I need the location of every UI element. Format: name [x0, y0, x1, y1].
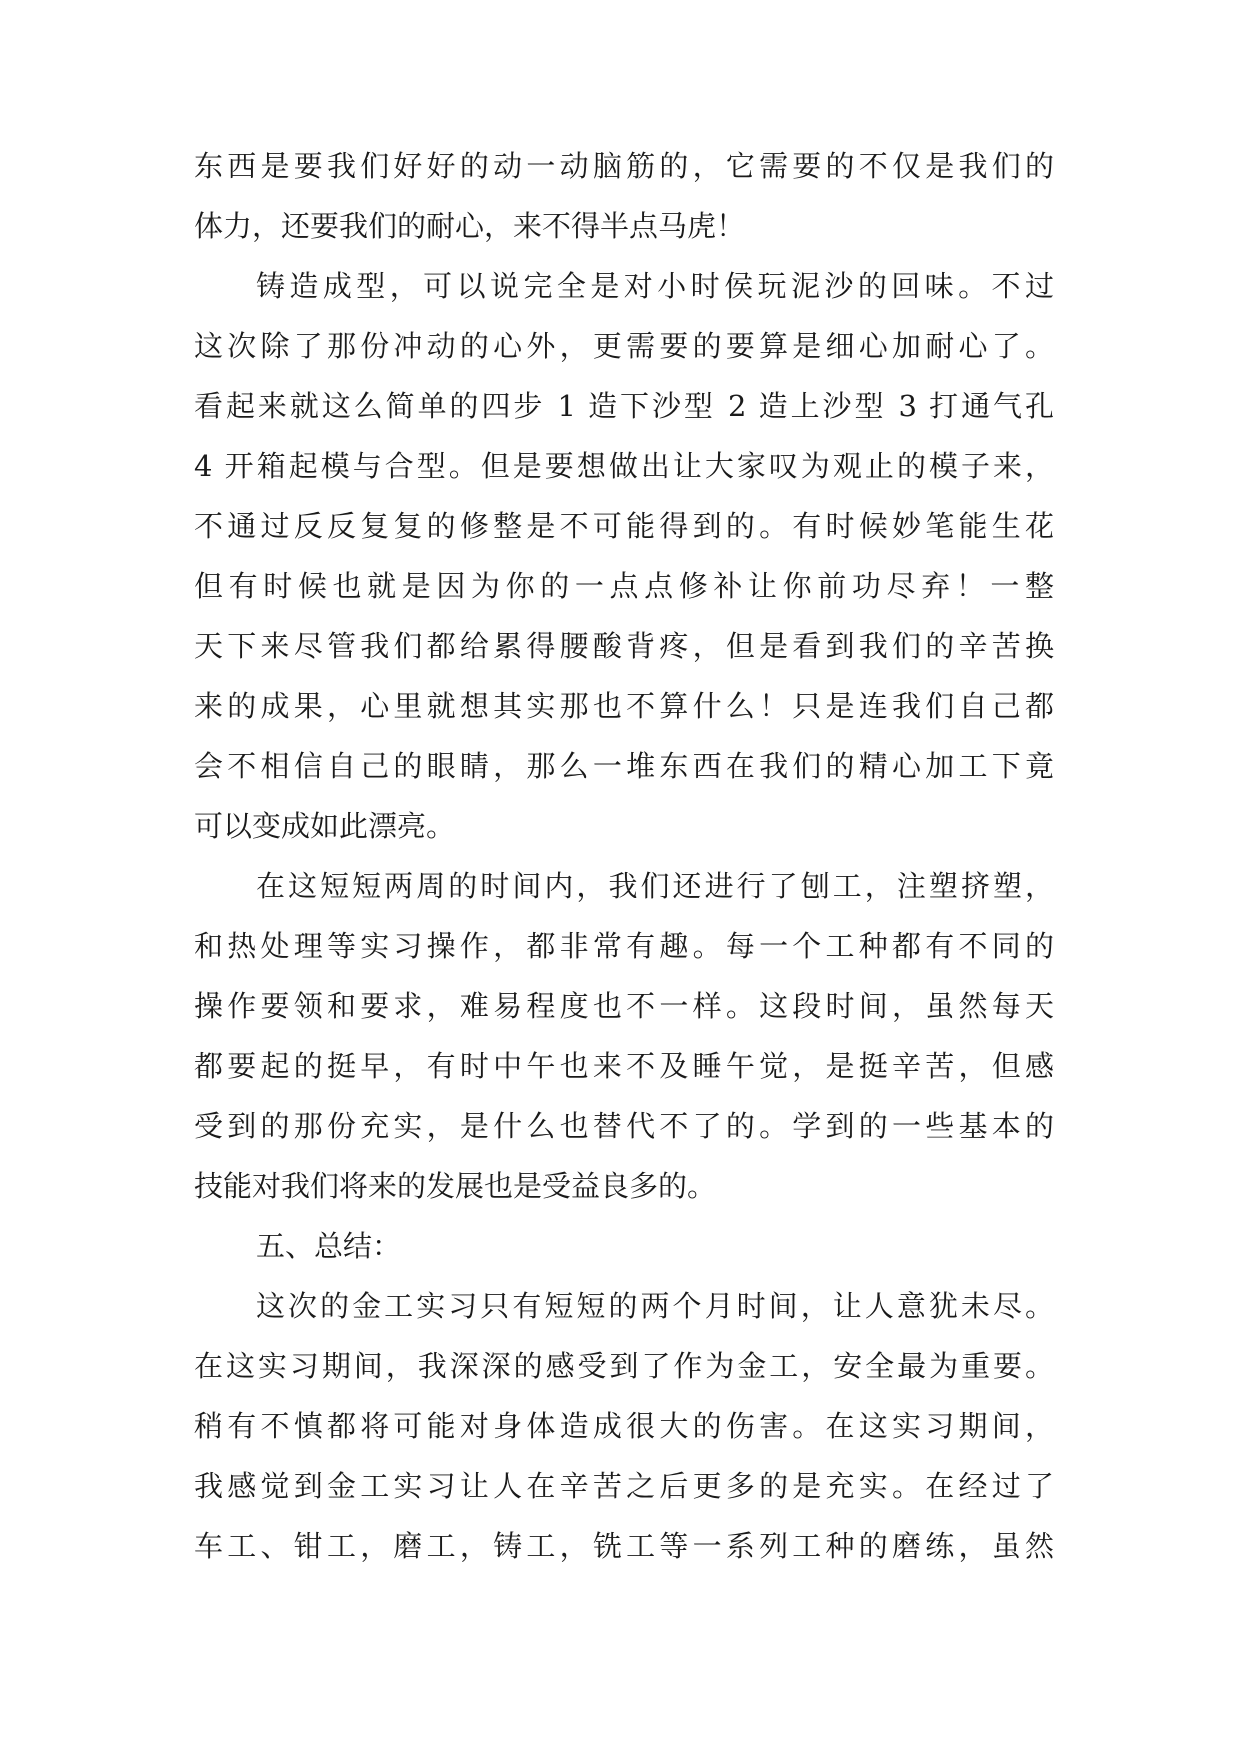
text-line: 我感觉到金工实习让人在辛苦之后更多的是充实。在经过了: [194, 1469, 1054, 1503]
text-line: 但有时候也就是因为你的一点点修补让你前功尽弃！一整: [194, 569, 1054, 603]
text-line: 在这实习期间，我深深的感受到了作为金工，安全最为重要。: [194, 1349, 1054, 1383]
text-line: 看起来就这么简单的四步 1 造下沙型 2 造上沙型 3 打通气孔: [194, 389, 1054, 423]
text-line: 不通过反反复复的修整是不可能得到的。有时候妙笔能生花: [194, 509, 1054, 543]
text-line: 在这短短两周的时间内，我们还进行了刨工，注塑挤塑，: [256, 869, 1054, 903]
text-line: 稍有不慎都将可能对身体造成很大的伤害。在这实习期间，: [194, 1409, 1054, 1443]
text-line: 和热处理等实习操作，都非常有趣。每一个工种都有不同的: [194, 929, 1054, 963]
text-line: 会不相信自己的眼睛，那么一堆东西在我们的精心加工下竟: [194, 749, 1054, 783]
text-line: 可以变成如此漂亮。: [194, 809, 456, 843]
text-line: 都要起的挺早，有时中午也来不及睡午觉，是挺辛苦，但感: [194, 1049, 1054, 1083]
text-line: 车工、钳工，磨工，铸工，铣工等一系列工种的磨练，虽然: [194, 1529, 1054, 1563]
section-heading: 五、总结：: [256, 1229, 402, 1263]
text-line: 受到的那份充实，是什么也替代不了的。学到的一些基本的: [194, 1109, 1054, 1143]
text-line: 天下来尽管我们都给累得腰酸背疼，但是看到我们的辛苦换: [194, 629, 1054, 663]
text-line: 铸造成型，可以说完全是对小时侯玩泥沙的回味。不过: [256, 269, 1054, 303]
text-line: 技能对我们将来的发展也是受益良多的。: [194, 1169, 717, 1203]
text-line: 来的成果，心里就想其实那也不算什么！只是连我们自己都: [194, 689, 1054, 723]
text-line: 这次的金工实习只有短短的两个月时间，让人意犹未尽。: [256, 1289, 1054, 1323]
text-line: 东西是要我们好好的动一动脑筋的，它需要的不仅是我们的: [194, 149, 1054, 183]
text-line: 4 开箱起模与合型。但是要想做出让大家叹为观止的模子来，: [194, 449, 1054, 483]
text-line: 这次除了那份冲动的心外，更需要的要算是细心加耐心了。: [194, 329, 1054, 363]
text-line: 体力，还要我们的耐心，来不得半点马虎！: [194, 209, 746, 243]
text-line: 操作要领和要求，难易程度也不一样。这段时间，虽然每天: [194, 989, 1054, 1023]
